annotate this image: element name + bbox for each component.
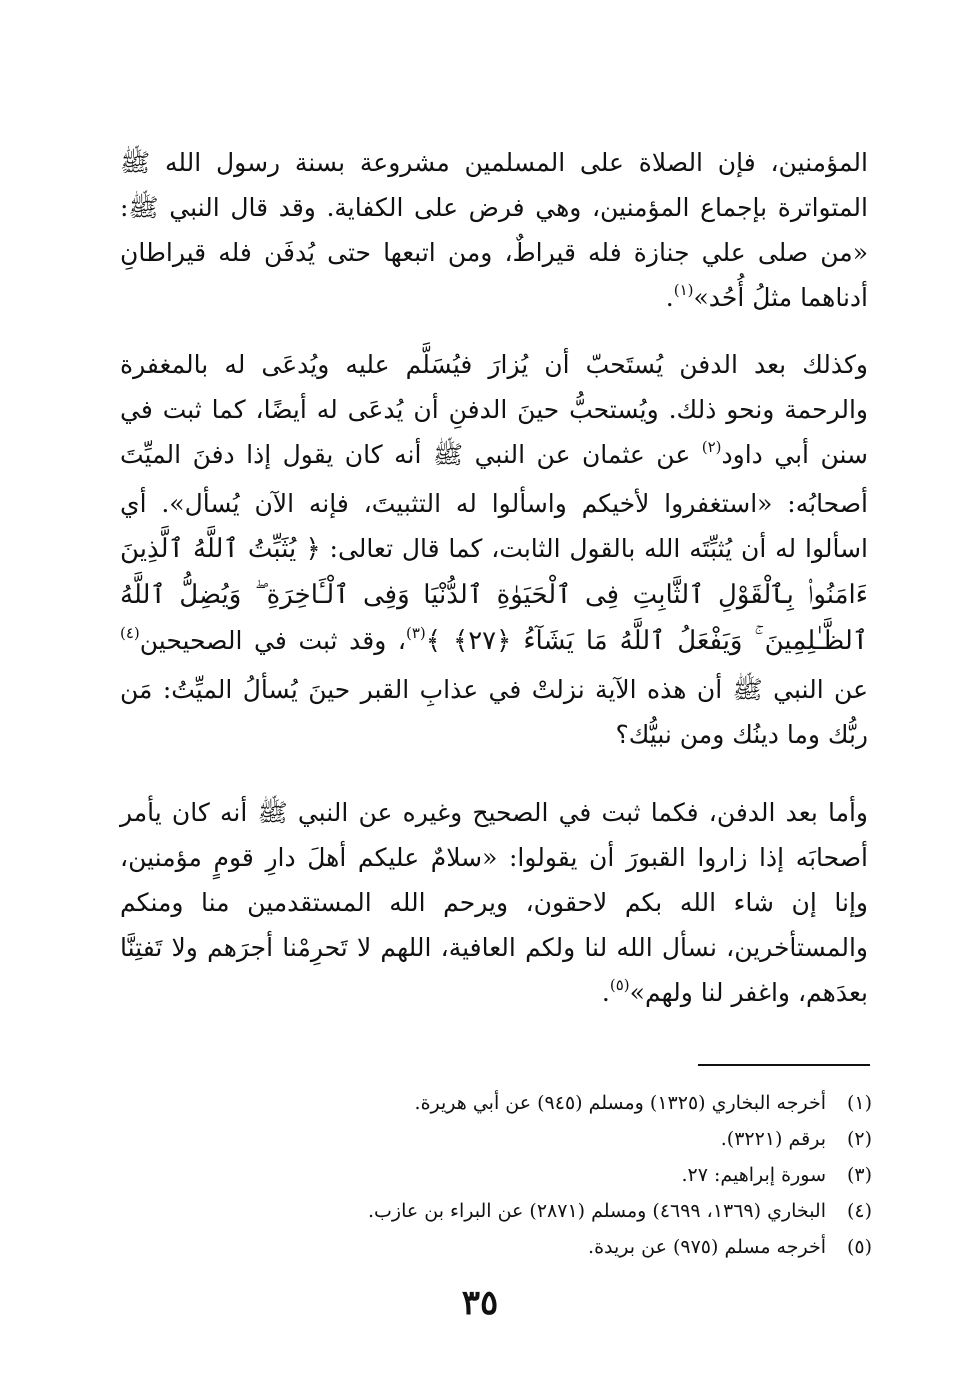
- footnote-marker: (٤): [120, 624, 140, 642]
- footnote-item: [120, 1121, 872, 1157]
- paragraph-text: وأما بعد الدفن، فكما ثبت في الصحيح وغيره عن النبي ﷺ أنه كان يأمر أصحابَه إذا زاروا القبورَ أن يقولوا: «سلامٌ عليكم أهلَ دارِ قومٍ مؤمنين، وإنا إن شاء الله بكم لاحقون، ويرحم الله المستقدمين منا ومنكم والمستأخرين، نسأل الله لنا ولكم العافية، اللهم لا تَحرِمْنا أجرَهم ولا تَفتِنَّا بعدَهم، واغفر لنا ولهم»: [120, 798, 868, 1007]
- paragraph-text: .: [665, 283, 674, 312]
- paragraph-text: المؤمنين، فإن الصلاة على المسلمين مشروعة بسنة رسول الله ﷺ المتواترة بإجماع المؤمنين، وهي فرض على الكفاية. وقد قال النبي ﷺ: «من صلى علي جنازة فله قيراطٌ، ومن اتبعها حتى يُدفَن فله قيراطانِ أدناهما مثلُ أُحُد»: [120, 148, 868, 312]
- footnote-text: سورة إبراهيم: ٢٧.: [681, 1164, 826, 1186]
- footnote-marker: (٣): [406, 624, 426, 642]
- footnote-number: (٥): [846, 1236, 872, 1258]
- footnote-marker: (١): [673, 281, 694, 299]
- footnote-marker: (٥): [609, 976, 630, 994]
- footnote-text: أخرجه مسلم (٩٧٥) عن بريدة.: [588, 1236, 826, 1258]
- page-number: ٣٥: [461, 1283, 499, 1323]
- quran-verse: ﴿ يُثَبِّتُ ٱللَّهُ ٱلَّذِينَ ءَامَنُوا۟ بِٱلْقَوْلِ ٱلثَّابِتِ فِى ٱلْحَيَوٰةِ ٱلدُّنْيَا وَفِى ٱلْـَٔاخِرَةِ ۖ وَيُضِلُّ ٱللَّهُ ٱلظَّـٰلِمِينَ ۚ وَيَفْعَلُ ٱللَّهُ مَا يَشَآءُ ﴿٢٧﴾ ﴾: [120, 534, 868, 656]
- footnote-number: (١): [846, 1092, 872, 1114]
- paragraph-visiting-graves: [120, 790, 868, 1019]
- footnote-number: (٢): [846, 1128, 872, 1150]
- paragraph-text: .: [601, 978, 610, 1007]
- paragraph-text: ، وقد ثبت في الصحيحين: [139, 626, 406, 655]
- paragraph-text: وكذلك بعد الدفن يُستَحبّ أن يُزارَ فيُسَلَّم عليه ويُدعَى له بالمغفرة والرحمة ونحو ذلك. ويُستحبُّ حينَ الدفنِ أن يُدعَى له أيضًا، كما ثبت في سنن أبي داود: [120, 350, 868, 469]
- paragraph-after-burial: [120, 342, 868, 757]
- paragraph-text: عن النبي ﷺ أن هذه الآية نزلتْ في عذابِ القبر حينَ يُسألُ الميِّتُ: مَن ربُّك وما دينُك ومن نبيُّك؟: [120, 675, 868, 749]
- paragraph-text: عن عثمان عن النبي ﷺ أنه كان يقول إذا دفنَ الميِّتَ أصحابُه: «استغفروا لأخيكم واسألوا له التثبيتَ، فإنه الآن يُسأل». أي اسألوا له أن يُثبِّتَه الله بالقول الثابت، كما قال تعالى:: [120, 440, 868, 563]
- footnotes-list: [120, 1085, 872, 1265]
- footnote-divider: [698, 1064, 870, 1066]
- footnote-text: أخرجه البخاري (١٣٢٥) ومسلم (٩٤٥) عن أبي هريرة.: [414, 1092, 826, 1114]
- footnote-marker: (٢): [701, 438, 722, 456]
- footnote-number: (٤): [846, 1200, 872, 1222]
- footnote-text: برقم (٣٢٢١).: [720, 1128, 826, 1150]
- footnote-number: (٣): [846, 1164, 872, 1186]
- footnote-item: [120, 1085, 872, 1121]
- footnote-item: [120, 1193, 872, 1229]
- footnote-text: البخاري (١٣٦٩، ٤٦٩٩) ومسلم (٢٨٧١) عن البراء بن عازب.: [367, 1200, 826, 1222]
- footnote-item: [120, 1157, 872, 1193]
- paragraph-funeral-prayer: [120, 140, 868, 324]
- footnote-item: [120, 1229, 872, 1265]
